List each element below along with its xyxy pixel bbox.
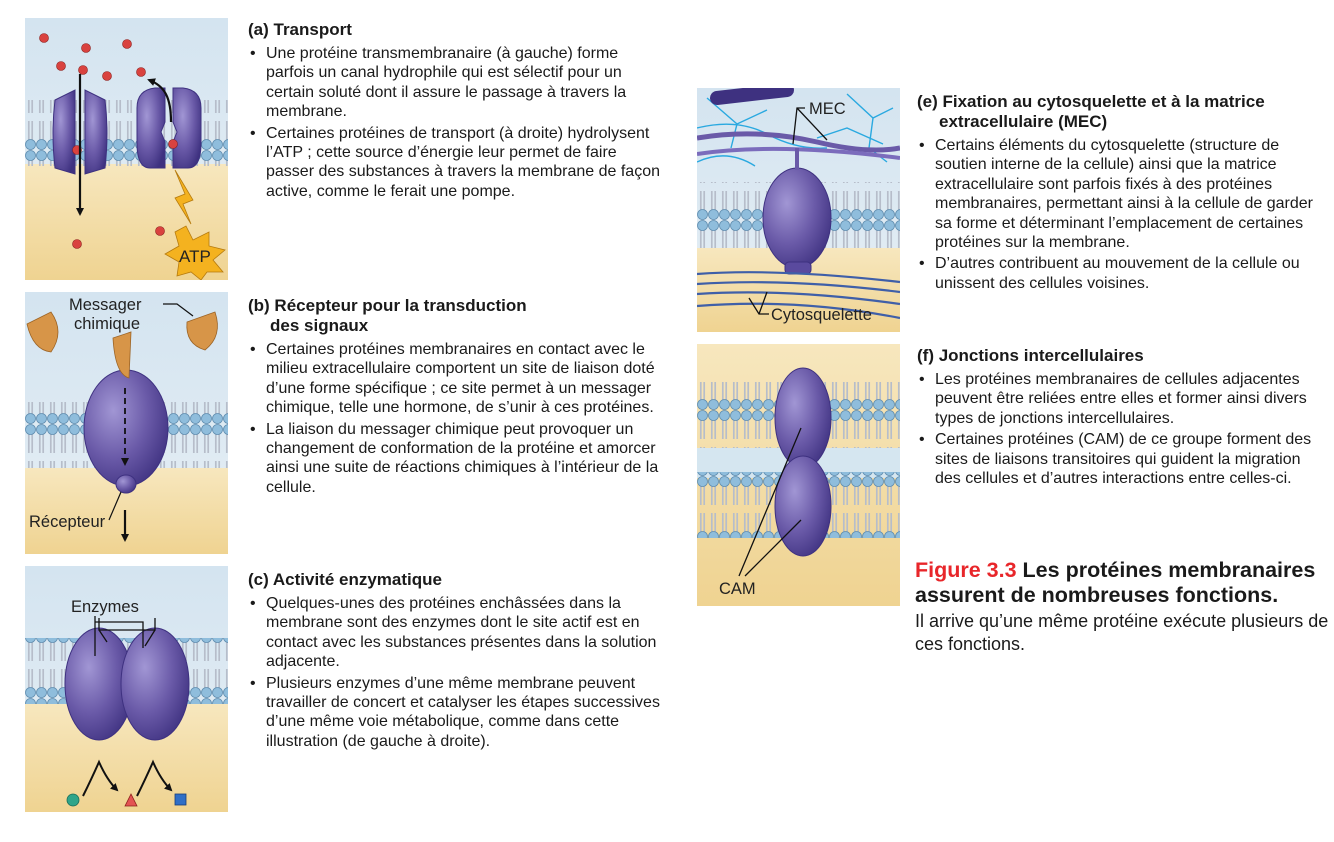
panel-f-illustration — [697, 344, 900, 606]
mec-label: MEC — [809, 100, 846, 118]
panel-c-bullet-1: • Quelques-unes des protéines enchâssées dans la membrane sont des enzymes dont le site actif est en contact avec les substances présentes dans la solution adjacente. — [248, 594, 668, 672]
messenger-label-1: Messager — [69, 296, 142, 314]
panel-c-bullet-2: • Plusieurs enzymes d’une même membrane peuvent travailler de concert et catalyser les étapes successives d’une même voie métabolique, comme dans cette illustration (de gauche à droite). — [248, 674, 668, 752]
panel-b-title-line1: (b) Récepteur pour la transduction — [248, 296, 527, 315]
panel-c-text — [248, 570, 668, 753]
panel-a-bullet-2: • Certaines protéines de transport (à droite) hydrolysent l’ATP ; cette source d’énergie leur permet de faire passer des substances à travers la membrane de façon active, comme le ferait une pompe. — [248, 124, 668, 202]
panel-f-bullet-1: • Les protéines membranaires de cellules adjacentes peuvent être reliées entre elles et former ainsi divers types de jonctions intercellulaires. — [917, 370, 1327, 428]
panel-c-illustration — [25, 566, 228, 812]
figure-number: Figure 3.3 — [915, 558, 1017, 582]
panel-e-bullet-1: • Certains éléments du cytosquelette (structure de soutien interne de la cellule) ainsi que la matrice extracellulaire sont parfois fixés à des protéines membranaires, permettant ainsi à la cellule de garder sa forme et déterminant l’emplacement de certaines protéines sur la membrane. — [917, 136, 1327, 252]
panel-f-bullet-2: • Certaines protéines (CAM) de ce groupe forment des sites de liaisons transitoires qui guident la migration des cellules et d’autres interactions entre celles-ci. — [917, 430, 1327, 488]
panel-e-illustration — [697, 88, 900, 332]
enzymes-label: Enzymes — [71, 598, 139, 616]
panel-f-text — [917, 346, 1327, 490]
panel-c-title: (c) Activité enzymatique — [248, 570, 442, 589]
panel-a-bullet-1: • Une protéine transmembranaire (à gauche) forme parfois un canal hydrophile qui est sélectif pour un certain soluté dont il assure le passage à travers la membrane. — [248, 44, 668, 122]
substrate-molecule — [67, 794, 79, 806]
panel-e-title-line2: extracellulaire (MEC) — [939, 112, 1108, 131]
panel-b-bullet-1: • Certaines protéines membranaires en contact avec le milieu extracellulaire comportent un site de liaison doté d’une forme spécifique ; ce site permet à un messager chimique, telle une hormone, de s’unir à ces protéines. — [248, 340, 668, 418]
cytoskeleton-label: Cytosquelette — [771, 306, 872, 324]
panel-a-title: (a) Transport — [248, 20, 352, 39]
panel-f-title: (f) Jonctions intercellulaires — [917, 346, 1144, 365]
cam-protein — [775, 368, 831, 468]
panel-b-text — [248, 296, 668, 499]
messenger-label-2: chimique — [74, 315, 141, 333]
figure-title: Les protéines membranaires assurent de nombreuses fonctions. — [915, 558, 1316, 607]
figure-caption-block — [915, 558, 1330, 656]
panel-b-illustration — [25, 292, 228, 554]
panel-e-bullet-2: • D’autres contribuent au mouvement de la cellule ou unissent des cellules voisines. — [917, 254, 1327, 293]
panel-a-text — [248, 20, 668, 203]
panel-b-title-line2: des signaux — [270, 316, 369, 335]
panel-e-title-line1: (e) Fixation au cytosquelette et à la matrice — [917, 92, 1265, 111]
panel-b-bullet-2: • La liaison du messager chimique peut provoquer un changement de conformation de la protéine et amorcer ainsi une suite de réactions chimiques à l’intérieur de la cellule. — [248, 420, 668, 498]
product-molecule — [175, 794, 186, 805]
receptor-label: Récepteur — [29, 513, 106, 531]
figure-caption: Il arrive qu’une même protéine exécute plusieurs de ces fonctions. — [915, 611, 1329, 654]
panel-a-illustration — [25, 18, 228, 280]
figure-heading — [915, 558, 1330, 608]
anchor-protein — [763, 168, 831, 268]
atp-label: ATP — [179, 247, 211, 266]
panel-e-text — [917, 92, 1327, 295]
enzyme-protein — [121, 628, 189, 740]
receptor-protein — [84, 370, 168, 486]
cam-label: CAM — [719, 580, 756, 598]
